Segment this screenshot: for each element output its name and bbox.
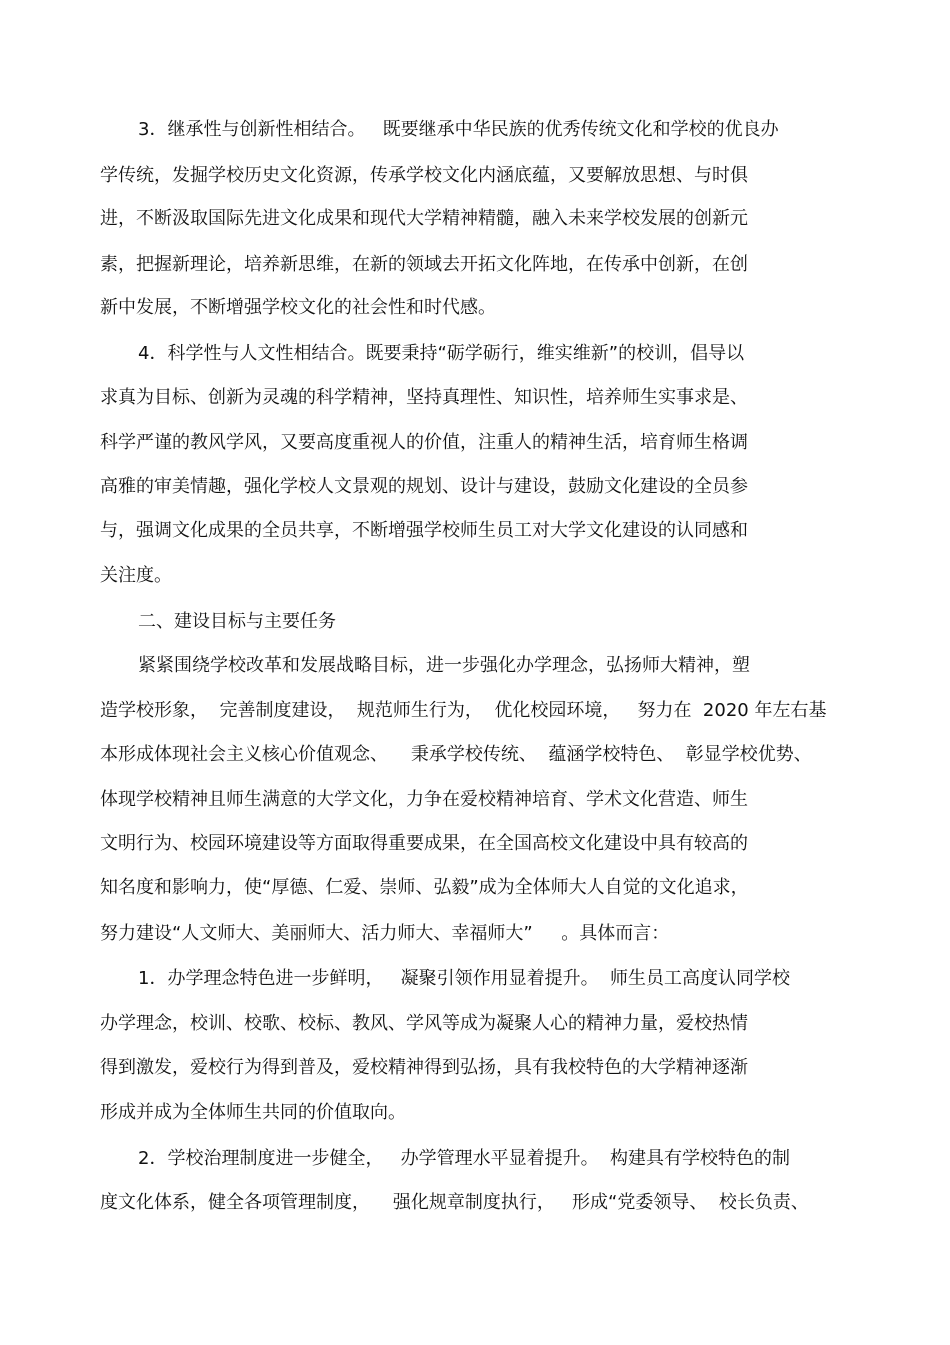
text-line: 得到激发，爱校行为得到普及，爱校精神得到弘扬，具有我校特色的大学精神逐渐 — [100, 1057, 748, 1078]
text-line: 知名度和影响力，使“厚德、仁爱、崇师、弘毅”成为全体师大人自觉的文化追求， — [100, 877, 749, 898]
text-line: 造学校形象， 完善制度建设， 规范师生行为， 优化校园环境， 努力在 2020 年左右基 — [100, 700, 827, 721]
text-line: 紧紧围绕学校改革和发展战略目标，进一步强化办学理念，弘扬师大精神，塑 — [138, 655, 750, 676]
section-heading: 二、建设目标与主要任务 — [138, 611, 336, 632]
text-line: 文明行为、校园环境建设等方面取得重要成果，在全国高校文化建设中具有较高的 — [100, 833, 748, 854]
text-line: 求真为目标、创新为灵魂的科学精神，坚持真理性、知识性，培养师生实事求是、 — [100, 387, 748, 408]
text-line: 科学严谨的教风学风，又要高度重视人的价值，注重人的精神生活，培育师生格调 — [100, 432, 748, 453]
text-line: 与，强调文化成果的全员共享，不断增强学校师生员工对大学文化建设的认同感和 — [100, 520, 748, 541]
text-line: 本形成体现社会主义核心价值观念、 秉承学校传统、 蕴涵学校特色、 彰显学校优势、 — [100, 744, 812, 765]
text-line: 2．学校治理制度进一步健全， 办学管理水平显着提升。 构建具有学校特色的制 — [138, 1148, 791, 1169]
text-line: 办学理念，校训、校歌、校标、教风、学风等成为凝聚人心的精神力量，爱校热情 — [100, 1013, 748, 1034]
text-line: 度文化体系，健全各项管理制度， 强化规章制度执行， 形成“党委领导、 校长负责、 — [100, 1192, 809, 1213]
text-line: 形成并成为全体师生共同的价值取向。 — [100, 1102, 406, 1123]
text-line: 新中发展，不断增强学校文化的社会性和时代感。 — [100, 297, 496, 318]
text-line: 学传统，发掘学校历史文化资源，传承学校文化内涵底蕴，又要解放思想、与时俱 — [100, 165, 748, 186]
text-line: 体现学校精神且师生满意的大学文化，力争在爱校精神培育、学术文化营造、师生 — [100, 789, 748, 810]
text-line: 进，不断汲取国际先进文化成果和现代大学精神精髓，融入未来学校发展的创新元 — [100, 208, 748, 229]
text-line: 1．办学理念特色进一步鲜明， 凝聚引领作用显着提升。 师生员工高度认同学校 — [138, 968, 791, 989]
text-line: 努力建设“人文师大、美丽师大、活力师大、幸福师大” 。具体而言： — [100, 923, 670, 944]
text-line: 素，把握新理论，培养新思维，在新的领域去开拓文化阵地，在传承中创新，在创 — [100, 254, 748, 275]
text-line: 3．继承性与创新性相结合。 既要继承中华民族的优秀传统文化和学校的优良办 — [138, 119, 779, 140]
text-line: 4．科学性与人文性相结合。既要秉持“砺学砺行，维实维新”的校训，倡导以 — [138, 343, 745, 364]
text-line: 高雅的审美情趣，强化学校人文景观的规划、设计与建设，鼓励文化建设的全员参 — [100, 476, 748, 497]
text-line: 关注度。 — [100, 565, 172, 586]
